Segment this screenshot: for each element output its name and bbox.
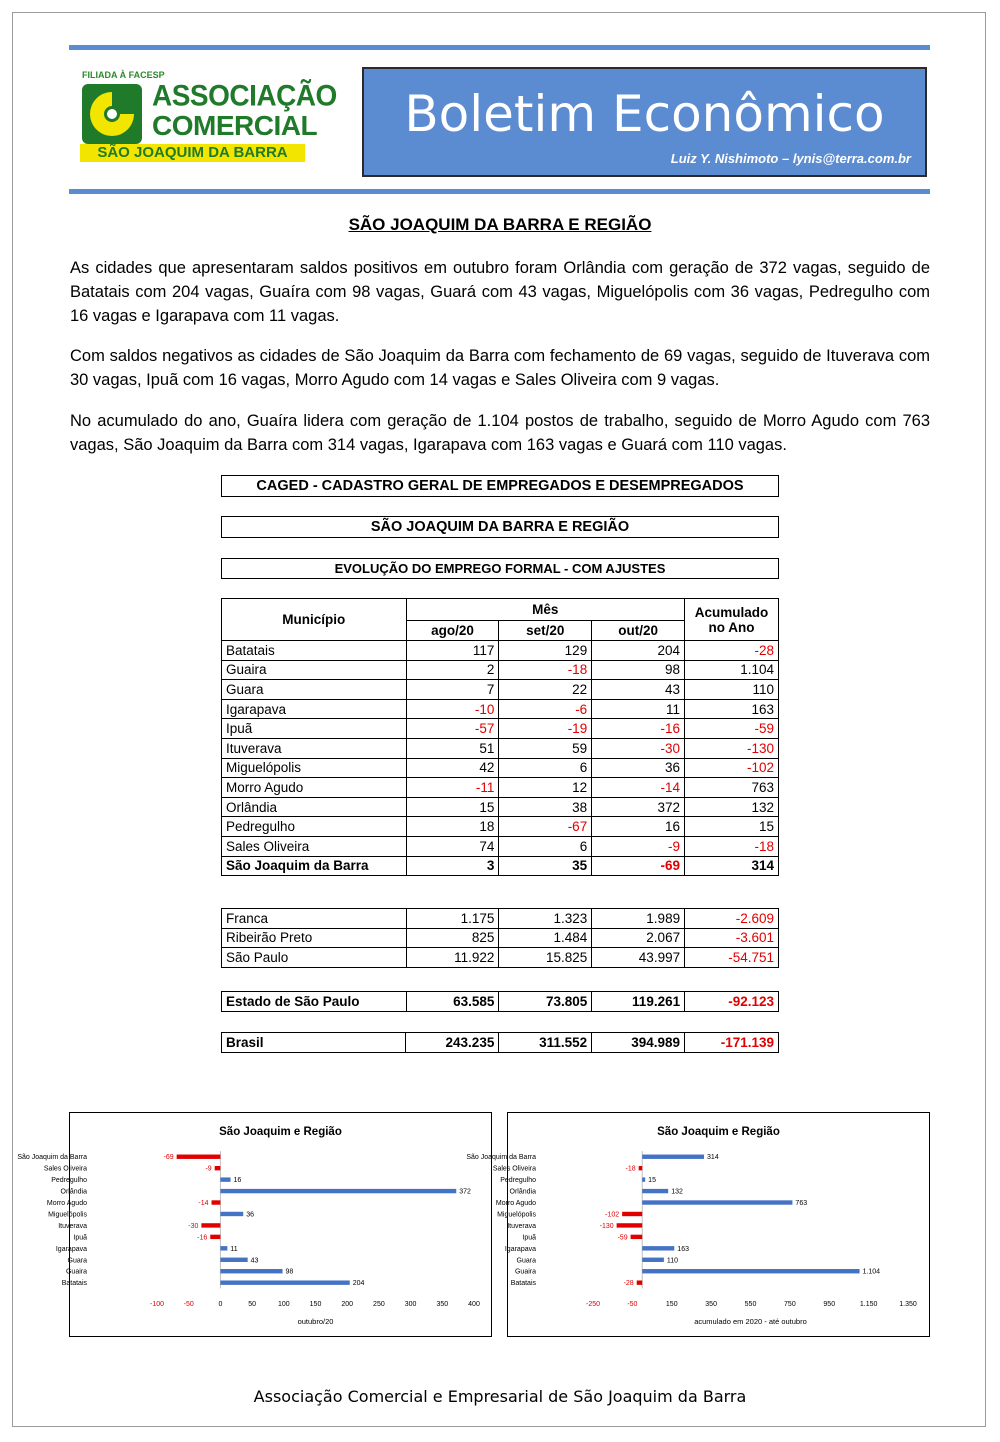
- table-row: [222, 836, 779, 856]
- data-label: -102: [605, 1211, 620, 1219]
- data-label: -59: [617, 1234, 628, 1242]
- data-label: 163: [677, 1245, 689, 1253]
- chart-october: [17, 1112, 492, 1337]
- tick-label: 200: [341, 1301, 354, 1308]
- row-value: 38: [499, 797, 592, 817]
- row-value: -18: [685, 836, 779, 856]
- bar: [622, 1212, 642, 1216]
- row-value: 2: [406, 660, 499, 680]
- banner: [362, 67, 927, 177]
- row-value: 825: [406, 928, 499, 948]
- row-value: 311.552: [499, 1033, 592, 1053]
- row-value: 12: [499, 778, 592, 798]
- row-value: 15.825: [499, 948, 592, 968]
- banner-author: Luiz Y. Nishimoto – lynis@terra.com.br: [670, 151, 911, 166]
- row-value: -14: [592, 778, 685, 798]
- category-label: Ipuã: [522, 1234, 536, 1242]
- category-label: Sales Oliveira: [43, 1165, 87, 1173]
- row-value: 43.997: [592, 948, 685, 968]
- estado-table: [221, 991, 779, 1012]
- top-rule: [69, 45, 930, 50]
- table-row: [222, 928, 779, 948]
- row-value: 1.323: [499, 909, 592, 929]
- data-label: 43: [250, 1257, 259, 1265]
- table-row: [222, 719, 779, 739]
- data-label: -9: [205, 1165, 212, 1173]
- header-month: out/20: [592, 621, 685, 641]
- row-name: São Joaquim da Barra: [222, 856, 407, 876]
- row-value: 1.104: [685, 660, 779, 680]
- category-label: Guara: [67, 1257, 87, 1265]
- bar: [210, 1235, 220, 1239]
- logo-filiada: FILIADA À FACESP: [82, 70, 165, 80]
- row-name: Ituverava: [222, 738, 407, 758]
- x-axis-label: acumulado em 2020 - até outubro: [694, 1317, 807, 1326]
- header-month: set/20: [499, 621, 592, 641]
- bar: [220, 1177, 230, 1181]
- bar: [220, 1280, 349, 1284]
- row-name: Morro Agudo: [222, 778, 407, 798]
- row-value: 18: [406, 817, 499, 837]
- tick-label: 100: [277, 1301, 290, 1308]
- footer: Associação Comercial e Empresarial de São Joaquim da Barra: [253, 1387, 747, 1406]
- row-value: 117: [406, 641, 499, 661]
- row-value: -16: [592, 719, 685, 739]
- data-label: 11: [230, 1245, 238, 1253]
- category-label: Orlândia: [60, 1188, 87, 1196]
- category-label: Batatais: [510, 1280, 536, 1288]
- row-value: 59: [499, 738, 592, 758]
- row-value: 22: [499, 680, 592, 700]
- header-municipio: Município: [222, 599, 407, 641]
- paragraph-2: Com saldos negativos as cidades de São Joaquim da Barra com fechamento de 69 vagas, seguido de Ituverava com 30 vagas, Ipuã com 16 vagas, Morro Agudo com 14 vagas e Sales Oliveira com 9 vagas.: [70, 347, 930, 389]
- paragraph-3: No acumulado do ano, Guaíra lidera com geração de 1.104 postos de trabalho, seguido de Morro Agudo com 763 vagas, São Joaquim da Barra com 314 vagas, Igarapava com 163 vagas e Guará com 110 vagas.: [70, 412, 930, 454]
- row-value: -54.751: [685, 948, 779, 968]
- tick-label: 550: [744, 1301, 757, 1308]
- row-value: -69: [592, 856, 685, 876]
- table-row: [222, 641, 779, 661]
- category-label: Miguelópolis: [48, 1211, 87, 1219]
- row-value: -57: [406, 719, 499, 739]
- bar: [642, 1200, 792, 1204]
- row-value: 1.175: [406, 909, 499, 929]
- category-label: Orlândia: [509, 1188, 536, 1196]
- bar: [631, 1235, 643, 1239]
- row-name: Estado de São Paulo: [222, 992, 407, 1012]
- category-label: Ipuã: [73, 1234, 87, 1242]
- bar: [177, 1155, 221, 1159]
- row-value: 6: [499, 836, 592, 856]
- row-value: 314: [685, 856, 779, 876]
- tick-label: -50: [627, 1301, 638, 1308]
- row-name: São Paulo: [222, 948, 407, 968]
- row-name: Batatais: [222, 641, 407, 661]
- data-label: 1.104: [862, 1268, 881, 1276]
- row-value: 372: [592, 797, 685, 817]
- category-label: Igarapava: [504, 1245, 536, 1253]
- row-value: -130: [685, 738, 779, 758]
- table-row: [222, 817, 779, 837]
- row-value: -3.601: [685, 928, 779, 948]
- tick-label: 0: [218, 1301, 223, 1308]
- row-name: Sales Oliveira: [222, 836, 407, 856]
- tick-label: 50: [248, 1301, 256, 1308]
- row-value: 129: [499, 641, 592, 661]
- row-value: 132: [685, 797, 779, 817]
- row-name: Ribeirão Preto: [222, 928, 407, 948]
- logo-mark-icon: [80, 82, 144, 146]
- row-value: 74: [406, 836, 499, 856]
- data-label: 372: [459, 1188, 471, 1196]
- row-value: -18: [499, 660, 592, 680]
- data-label: -30: [188, 1222, 199, 1230]
- row-value: 15: [406, 797, 499, 817]
- bar: [642, 1258, 664, 1262]
- chart-title: São Joaquim e Região: [219, 1126, 342, 1138]
- data-label: -69: [163, 1154, 174, 1162]
- data-label: 204: [352, 1280, 365, 1288]
- cities-table: [221, 908, 779, 968]
- row-value: -2.609: [685, 909, 779, 929]
- tick-label: -250: [585, 1301, 601, 1308]
- row-value: 6: [499, 758, 592, 778]
- data-label: -18: [625, 1165, 636, 1173]
- paragraph-1: As cidades que apresentaram saldos positivos em outubro foram Orlândia com geração de 372 vagas, seguido de Batatais com 204 vagas, Guaíra com 98 vagas, Guará com 43 vagas, Miguelópolis com 36 vagas, Pedregulho com 16 vagas e Igarapava com 11 vagas.: [70, 259, 930, 325]
- row-value: -11: [406, 778, 499, 798]
- row-value: -28: [685, 641, 779, 661]
- row-name: Igarapava: [222, 699, 407, 719]
- row-name: Brasil: [222, 1033, 406, 1053]
- table-row: [222, 660, 779, 680]
- category-label: Morro Agudo: [495, 1200, 536, 1208]
- tick-label: 750: [784, 1301, 796, 1308]
- row-value: 11: [592, 699, 685, 719]
- row-value: 110: [685, 680, 779, 700]
- category-label: Morro Agudo: [46, 1200, 87, 1208]
- table-row: [222, 699, 779, 719]
- row-value: -67: [499, 817, 592, 837]
- data-label: -130: [599, 1222, 614, 1230]
- logo-line2: COMERCIAL: [152, 110, 318, 141]
- logo-line1: ASSOCIAÇÃO: [152, 79, 337, 112]
- bar: [220, 1212, 243, 1216]
- row-value: 51: [406, 738, 499, 758]
- table-row: [222, 948, 779, 968]
- table-row: [222, 856, 779, 876]
- category-label: Ituverava: [58, 1222, 87, 1230]
- logo: [80, 70, 337, 166]
- category-label: Guara: [516, 1257, 536, 1265]
- table-row: [222, 909, 779, 929]
- bar: [220, 1189, 456, 1193]
- tick-label: 350: [705, 1301, 717, 1308]
- bar: [642, 1155, 704, 1159]
- row-value: -9: [592, 836, 685, 856]
- tick-label: 300: [404, 1301, 417, 1308]
- employment-table: [221, 598, 779, 876]
- row-value: -92.123: [685, 992, 779, 1012]
- data-label: 314: [707, 1154, 719, 1162]
- bar: [220, 1258, 247, 1262]
- row-value: -59: [685, 719, 779, 739]
- bar: [617, 1223, 643, 1227]
- row-value: 63.585: [406, 992, 499, 1012]
- header-month: ago/20: [406, 621, 499, 641]
- chart-october-svg: [17, 1113, 491, 1336]
- tick-label: 150: [665, 1301, 678, 1308]
- table-row: [222, 680, 779, 700]
- bar: [639, 1166, 643, 1170]
- tick-label: 150: [309, 1301, 322, 1308]
- row-value: 119.261: [592, 992, 685, 1012]
- category-label: Sales Oliveira: [492, 1165, 536, 1173]
- tick-label: 400: [468, 1301, 480, 1308]
- row-value: 98: [592, 660, 685, 680]
- tick-label: 350: [436, 1301, 449, 1308]
- evolution-title: EVOLUÇÃO DO EMPREGO FORMAL - COM AJUSTES: [221, 558, 779, 579]
- data-label: 15: [648, 1177, 656, 1185]
- data-label: -14: [198, 1200, 209, 1208]
- category-label: Ituverava: [507, 1222, 536, 1230]
- row-value: -19: [499, 719, 592, 739]
- bar: [642, 1189, 668, 1193]
- bar: [220, 1246, 227, 1250]
- row-value: 11.922: [406, 948, 499, 968]
- row-value: 36: [592, 758, 685, 778]
- bar: [642, 1269, 859, 1273]
- row-value: 43: [592, 680, 685, 700]
- tick-label: 250: [373, 1301, 385, 1308]
- row-value: 7: [406, 680, 499, 700]
- region-title: SÃO JOAQUIM DA BARRA E REGIÃO: [221, 516, 779, 538]
- tick-label: 1.150: [859, 1301, 878, 1308]
- data-label: -16: [197, 1234, 208, 1242]
- category-label: Guaira: [65, 1268, 87, 1276]
- data-label: 132: [671, 1188, 683, 1196]
- row-value: 394.989: [592, 1033, 685, 1053]
- row-name: Franca: [222, 909, 407, 929]
- row-name: Guaira: [222, 660, 407, 680]
- banner-title: Boletim Econômico: [404, 85, 885, 143]
- tick-label: -100: [149, 1301, 165, 1308]
- row-value: 243.235: [406, 1033, 499, 1053]
- row-value: 16: [592, 817, 685, 837]
- chart-title: São Joaquim e Região: [657, 1126, 780, 1138]
- bottom-rule: [69, 189, 930, 194]
- table-row: [222, 992, 779, 1012]
- row-value: -10: [406, 699, 499, 719]
- header-acumulado: Acumulado no Ano: [685, 599, 779, 641]
- table-row: [222, 778, 779, 798]
- row-value: -6: [499, 699, 592, 719]
- data-label: 98: [285, 1268, 294, 1276]
- row-value: 15: [685, 817, 779, 837]
- row-name: Guara: [222, 680, 407, 700]
- tick-label: 950: [823, 1301, 836, 1308]
- row-value: 1.989: [592, 909, 685, 929]
- header-mes: Mês: [406, 599, 684, 621]
- brasil-table: [221, 1032, 779, 1053]
- bar: [212, 1200, 221, 1204]
- category-label: Pedregulho: [51, 1177, 87, 1185]
- row-value: 73.805: [499, 992, 592, 1012]
- bar: [637, 1280, 643, 1284]
- bar: [642, 1177, 645, 1181]
- bar: [642, 1246, 674, 1250]
- row-value: -102: [685, 758, 779, 778]
- logo-line3: SÃO JOAQUIM DA BARRA: [80, 144, 305, 162]
- row-value: 2.067: [592, 928, 685, 948]
- data-label: -28: [623, 1280, 634, 1288]
- row-name: Orlândia: [222, 797, 407, 817]
- row-value: 3: [406, 856, 499, 876]
- caged-title: CAGED - CADASTRO GERAL DE EMPREGADOS E DESEMPREGADOS: [221, 475, 779, 497]
- tick-label: 1.350: [899, 1301, 917, 1308]
- category-label: São Joaquim da Barra: [466, 1154, 536, 1162]
- x-axis-label: outubro/20: [297, 1317, 334, 1326]
- bar: [220, 1269, 282, 1273]
- data-label: 110: [666, 1257, 679, 1265]
- row-value: 1.484: [499, 928, 592, 948]
- data-label: 36: [246, 1211, 255, 1219]
- section-title: SÃO JOAQUIM DA BARRA E REGIÃO: [348, 215, 652, 234]
- category-label: Miguelópolis: [497, 1211, 536, 1219]
- table-row: [222, 797, 779, 817]
- table-row: [222, 1033, 779, 1053]
- bar: [215, 1166, 221, 1170]
- row-value: 204: [592, 641, 685, 661]
- bar: [201, 1223, 220, 1227]
- row-name: Miguelópolis: [222, 758, 407, 778]
- row-value: 35: [499, 856, 592, 876]
- table-row: [222, 738, 779, 758]
- category-label: Guaira: [514, 1268, 536, 1276]
- data-label: 763: [795, 1200, 808, 1208]
- row-name: Pedregulho: [222, 817, 407, 837]
- table-row: [222, 758, 779, 778]
- category-label: São Joaquim da Barra: [17, 1154, 87, 1162]
- category-label: Igarapava: [55, 1245, 87, 1253]
- row-value: -171.139: [685, 1033, 779, 1053]
- row-value: 163: [685, 699, 779, 719]
- tick-label: -50: [183, 1301, 194, 1308]
- row-value: 42: [406, 758, 499, 778]
- data-label: 16: [233, 1177, 242, 1185]
- category-label: Batatais: [61, 1280, 87, 1288]
- row-value: -30: [592, 738, 685, 758]
- row-value: 763: [685, 778, 779, 798]
- category-label: Pedregulho: [500, 1177, 536, 1185]
- row-name: Ipuã: [222, 719, 407, 739]
